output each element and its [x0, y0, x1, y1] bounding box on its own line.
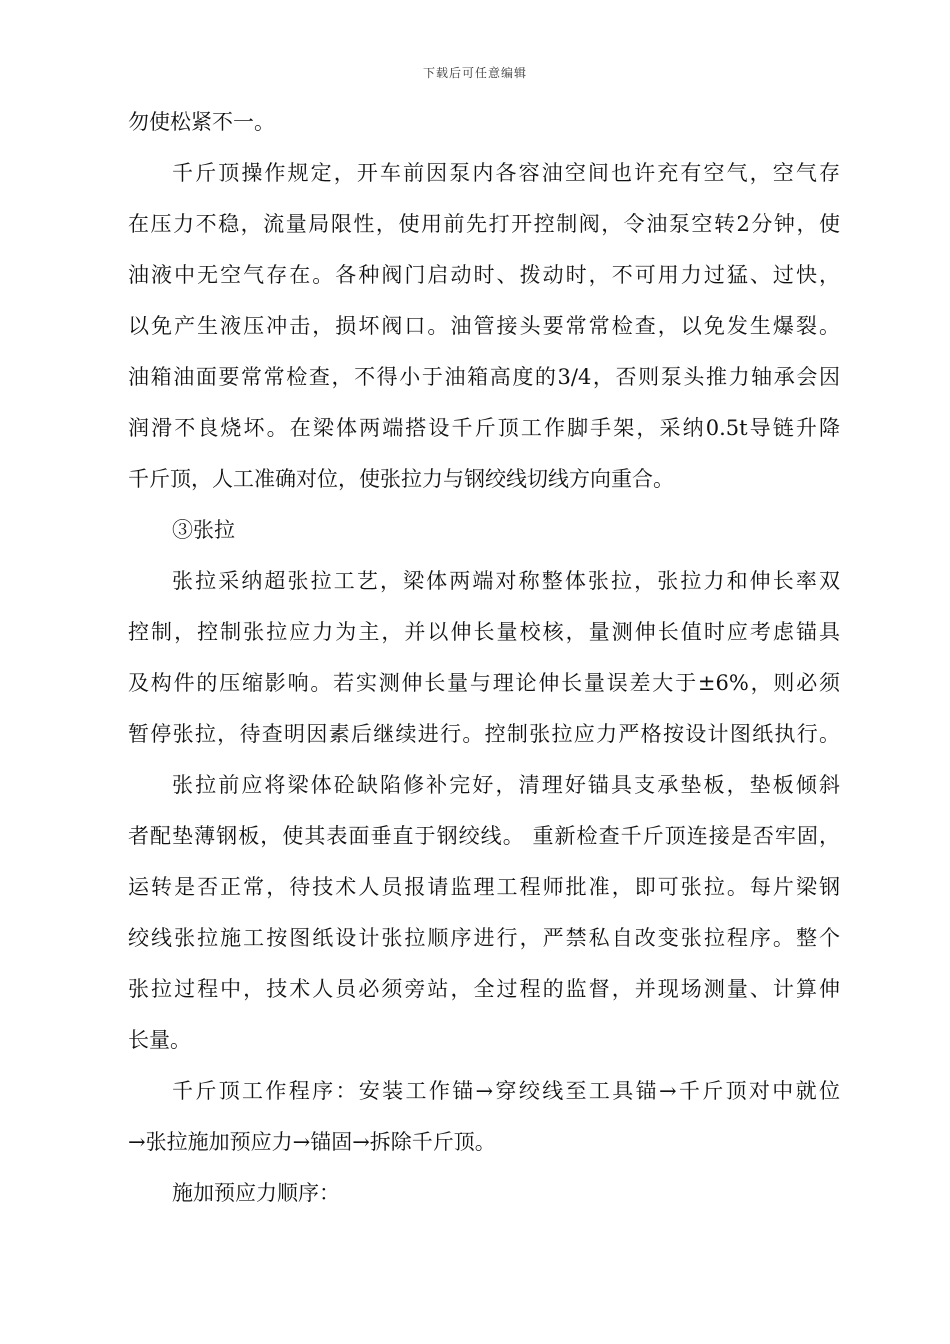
text-line: 油箱油面要常常检查，不得小于油箱高度的3/4，否则泵头推力轴承会因	[128, 365, 840, 389]
text-line: 在压力不稳，流量局限性，使用前先打开控制阀，令油泵空转2分钟，使	[128, 212, 840, 236]
text-line: 张拉前应将梁体砼缺陷修补完好，清理好锚具支承垫板，垫板倾斜	[172, 773, 840, 797]
text-line: →张拉施加预应力→锚固→拆除千斤顶。	[128, 1130, 496, 1154]
text-line: 勿使松紧不一。	[128, 110, 275, 134]
text-line: 控制，控制张拉应力为主，并以伸长量校核，量测伸长值时应考虑锚具	[128, 620, 840, 644]
text-line: 润滑不良烧坏。在梁体两端搭设千斤顶工作脚手架，采纳0.5t导链升降	[128, 416, 840, 440]
text-line: 暂停张拉，待查明因素后继续进行。控制张拉应力严格按设计图纸执行。	[128, 722, 840, 746]
text-line: 油液中无空气存在。各种阀门启动时、拨动时，不可用力过猛、过快，	[128, 263, 840, 287]
text-line: 绞线张拉施工按图纸设计张拉顺序进行，严禁私自改变张拉程序。整个	[128, 926, 840, 950]
text-line: 千斤顶，人工准确对位，使张拉力与钢绞线切线方向重合。	[128, 467, 674, 491]
text-line: 张拉过程中，技术人员必须旁站，全过程的监督，并现场测量、计算伸	[128, 977, 840, 1001]
text-line: 张拉采纳超张拉工艺，梁体两端对称整体张拉，张拉力和伸长率双	[172, 569, 840, 593]
text-line: 者配垫薄钢板，使其表面垂直于钢绞线。 重新检查千斤顶连接是否牢固，	[128, 824, 840, 848]
text-line: 施加预应力顺序：	[172, 1181, 340, 1205]
text-line: 长量。	[128, 1028, 191, 1052]
document-body	[128, 104, 840, 1226]
text-line: 及构件的压缩影响。若实测伸长量与理论伸长量误差大于±6%，则必须	[128, 671, 840, 695]
text-line: 运转是否正常，待技术人员报请监理工程师批准，即可张拉。每片梁钢	[128, 875, 840, 899]
text-line: 千斤顶工作程序：安装工作锚→穿绞线至工具锚→千斤顶对中就位	[172, 1079, 840, 1103]
section-heading: ③张拉	[172, 518, 235, 542]
text-line: 千斤顶操作规定，开车前因泵内各容油空间也许充有空气，空气存	[172, 161, 840, 185]
page-header: 下载后可任意编辑	[422, 66, 527, 80]
text-line: 以免产生液压冲击，损坏阀口。油管接头要常常检查，以免发生爆裂。	[128, 314, 840, 338]
